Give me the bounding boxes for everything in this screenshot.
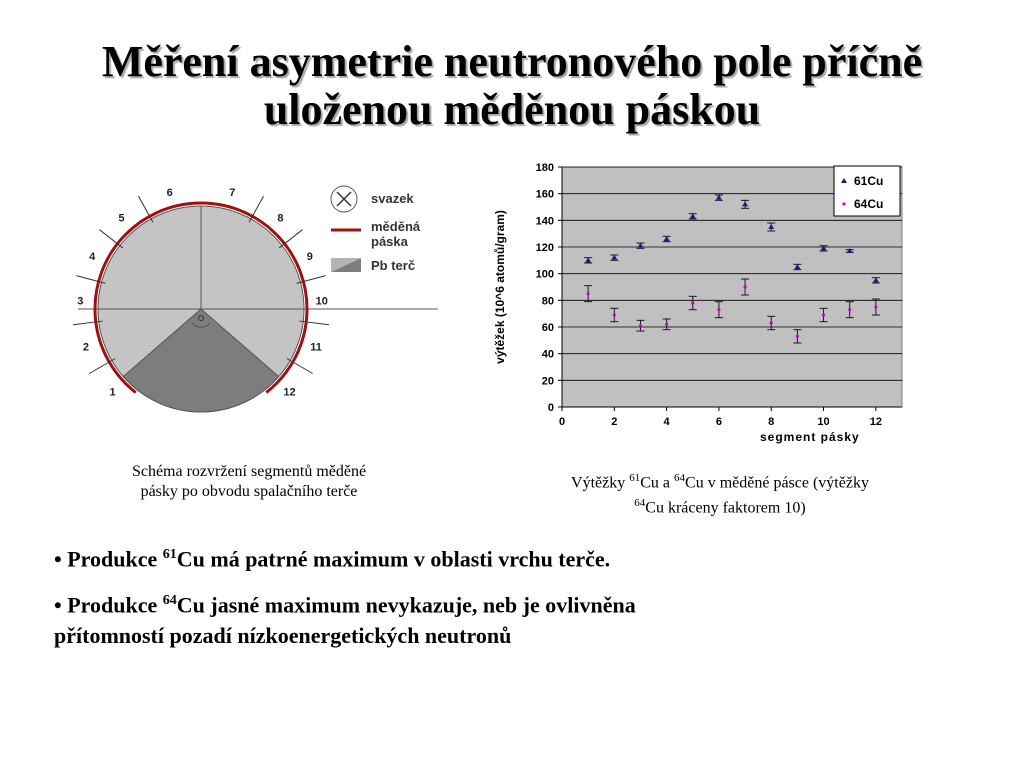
- y-tick-label: 120: [535, 242, 554, 254]
- x-tick-label: 8: [768, 416, 775, 428]
- point-64cu: [796, 335, 799, 338]
- legend-series-label: 64Cu: [854, 197, 884, 211]
- caption-chart-line1: [530, 468, 910, 493]
- x-tick-label: 0: [558, 416, 566, 428]
- point-64cu: [822, 313, 825, 316]
- point-64cu: [613, 313, 616, 316]
- bullet-text-line2: přítomností pozadí nízkoenergetických neutronů: [54, 622, 512, 648]
- legend-copper-label-2: páska: [371, 234, 408, 249]
- segment-label: 7: [229, 187, 236, 200]
- legend-marker-64cu: [842, 202, 845, 205]
- segment-label: 11: [310, 341, 322, 354]
- segment-label: 2: [82, 341, 89, 354]
- slide-title-line1: Měření asymetrie neutronového pole příčně: [101, 37, 923, 86]
- segment-diagram: [68, 176, 448, 426]
- x-axis-label: segment pásky: [760, 430, 860, 444]
- point-64cu: [691, 301, 694, 304]
- point-64cu: [874, 305, 877, 308]
- caption-chart-line2: [530, 493, 910, 518]
- point-64cu: [587, 292, 590, 295]
- segment-label: 6: [166, 187, 173, 200]
- y-tick-label: 140: [535, 215, 554, 228]
- caption-chart-text-b: Cu a: [640, 474, 675, 492]
- segment-label: 9: [306, 250, 313, 263]
- bullet-marker: •: [54, 592, 62, 618]
- chart-legend: [834, 166, 900, 216]
- segment-label: 4: [89, 250, 96, 263]
- caption-chart-sup-64: 64: [674, 472, 686, 484]
- y-tick-label: 20: [541, 375, 554, 388]
- bullet-prefix: Produkce: [67, 592, 163, 618]
- y-tick-label: 40: [541, 348, 554, 361]
- segment-boundary-tick: [279, 230, 303, 248]
- segment-label: 12: [283, 386, 296, 399]
- segment-label: 5: [118, 212, 125, 225]
- bullet-item: [54, 586, 974, 650]
- segment-boundary-tick: [299, 321, 329, 325]
- point-64cu: [848, 308, 851, 311]
- segment-label: 3: [77, 295, 84, 308]
- caption-chart-text-a: Výtěžky: [571, 474, 630, 492]
- bullet-isotope-sup: 61: [162, 547, 177, 562]
- point-64cu: [639, 324, 642, 327]
- bullet-marker: •: [54, 546, 62, 572]
- caption-chart-sup-61: 61: [629, 472, 641, 484]
- caption-chart-sup-64b: 64: [634, 497, 646, 510]
- bullet-text: Cu má patrné maximum v oblasti vrchu terče.: [176, 546, 611, 572]
- bullet-text: Cu jasné maximum nevykazuje, neb je ovlivněna: [176, 592, 636, 618]
- legend-series-label: 61Cu: [854, 174, 884, 188]
- caption-diagram: [94, 462, 404, 502]
- y-tick-label: 60: [541, 322, 554, 334]
- caption-diagram-line1: Schéma rozvržení segmentů měděné: [131, 463, 367, 480]
- yield-chart: [480, 155, 920, 455]
- x-tick-label: 2: [611, 416, 618, 428]
- caption-chart-text-c: Cu v měděné pásce (výtěžky: [685, 474, 869, 492]
- point-64cu: [770, 321, 773, 324]
- point-64cu: [717, 308, 720, 311]
- bullet-item: [54, 540, 974, 574]
- x-tick-label: 10: [817, 416, 830, 428]
- caption-chart: [530, 468, 910, 519]
- segment-label: 10: [315, 295, 328, 308]
- point-64cu: [665, 323, 668, 326]
- y-tick-label: 180: [535, 162, 554, 174]
- y-tick-label: 0: [547, 402, 554, 414]
- y-tick-label: 100: [535, 268, 554, 281]
- legend-beam-label: svazek: [371, 191, 414, 206]
- diagram-legend: [331, 186, 421, 273]
- segment-boundary-tick: [73, 321, 103, 325]
- legend-copper-label-1: měděná: [371, 219, 421, 234]
- caption-chart-text-d: Cu kráceny faktorem 10): [645, 499, 806, 517]
- y-axis-label: výtěžek (10^6 atomů/gram): [493, 210, 507, 364]
- segment-label: 1: [109, 386, 116, 399]
- y-tick-label: 80: [541, 295, 554, 308]
- x-tick-label: 4: [663, 416, 670, 428]
- slide-title: [40, 38, 984, 134]
- y-tick-label: 160: [535, 188, 554, 201]
- point-64cu: [743, 285, 746, 288]
- bullet-isotope-sup: 64: [162, 593, 177, 609]
- slide-title-line2: uloženou měděnou páskou: [263, 85, 761, 134]
- bullet-list: [54, 540, 974, 663]
- caption-diagram-line2: pásky po obvodu spalačního terče: [140, 483, 358, 500]
- segment-boundary-tick: [99, 230, 123, 248]
- legend-target-label: Pb terč: [371, 258, 416, 273]
- bullet-prefix: Produkce: [67, 546, 163, 572]
- segment-label: 8: [277, 212, 284, 225]
- x-tick-label: 6: [715, 416, 722, 428]
- x-tick-label: 12: [869, 416, 882, 428]
